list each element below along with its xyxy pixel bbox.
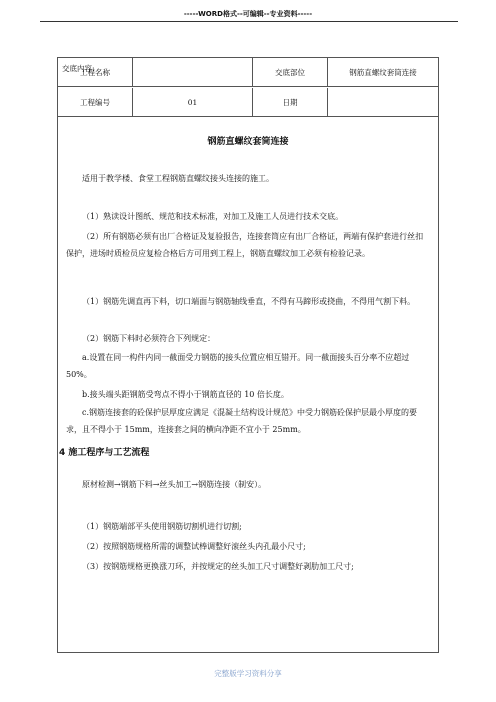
step-item: （2）按照钢筋规格所需的调整试棒调整好滚丝头内孔最小尺寸; [82, 542, 306, 551]
date-label: 日期 [253, 88, 328, 116]
paragraph: （2）所有钢筋必须有出厂合格证及复验报告，连接套筒应有出厂合格证，两端有保护套进行丝扣保护，进场时质检员应复检合格后方可用到工程上，钢筋直螺纹加工必须有检验记录。 [66, 232, 424, 258]
paragraph: a.设置在同一构件内同一截面受力钢筋的接头位置应相互错开。同一截面接头百分率不应超过 50%。 [66, 353, 410, 379]
paragraph: b.接头端头距钢筋受弯点不得小于钢筋直径的 10 倍长度。 [82, 390, 289, 399]
paragraph: （2）钢筋下料时必须符合下列规定： [82, 334, 216, 343]
paragraph: 适用于教学楼、食堂工程钢筋直螺纹接头连接的施工。 [82, 174, 274, 183]
document-table [57, 57, 439, 653]
paragraph: c.钢筋连接套的砼保护层厚度应满足《混凝土结构设计规范》中受力钢筋砼保护层最小厚度的要求，且不得小于 15mm，连接套之间的横向净距不宜小于 25mm。 [66, 408, 418, 434]
step-item: （3）按钢筋规格更换涨刀环，并按规定的丝头加工尺寸调整好剥肋加工尺寸; [82, 562, 354, 571]
date-value [328, 88, 438, 116]
project-number-label: 工程编号 [58, 88, 133, 116]
disclosure-part-label: 交底部位 [253, 58, 328, 86]
page-header: -----WORD格式--可编辑--专业资料----- [183, 10, 313, 18]
page-footer: 完整版学习资料分享 [214, 669, 282, 678]
step-item: （1）钢筋端部平头使用钢筋切割机进行切割; [82, 522, 242, 531]
document-title: 钢筋直螺纹套筒连接 [207, 137, 289, 147]
table-row [58, 88, 438, 117]
paragraph: （1）熟读设计图纸、规范和技术标准，对加工及施工人员进行技术交底。 [82, 212, 344, 221]
content-label: 交底内容: [62, 64, 95, 73]
section-heading: 4 施工程序与工艺流程 [59, 448, 150, 458]
process-flow: 原材检测→钢筋下料→丝头加工→钢筋连接（制安）。 [82, 480, 267, 489]
project-number-value: 01 [133, 88, 253, 116]
paragraph: （1）钢筋先调直再下料，切口端面与钢筋轴线垂直，不得有马蹄形或挠曲，不得用气割下料。 [82, 297, 416, 306]
project-name-label: 工程名称 [58, 58, 133, 86]
header-rule [40, 21, 458, 22]
disclosure-part-value: 钢筋直螺纹套筒连接 [349, 67, 417, 77]
